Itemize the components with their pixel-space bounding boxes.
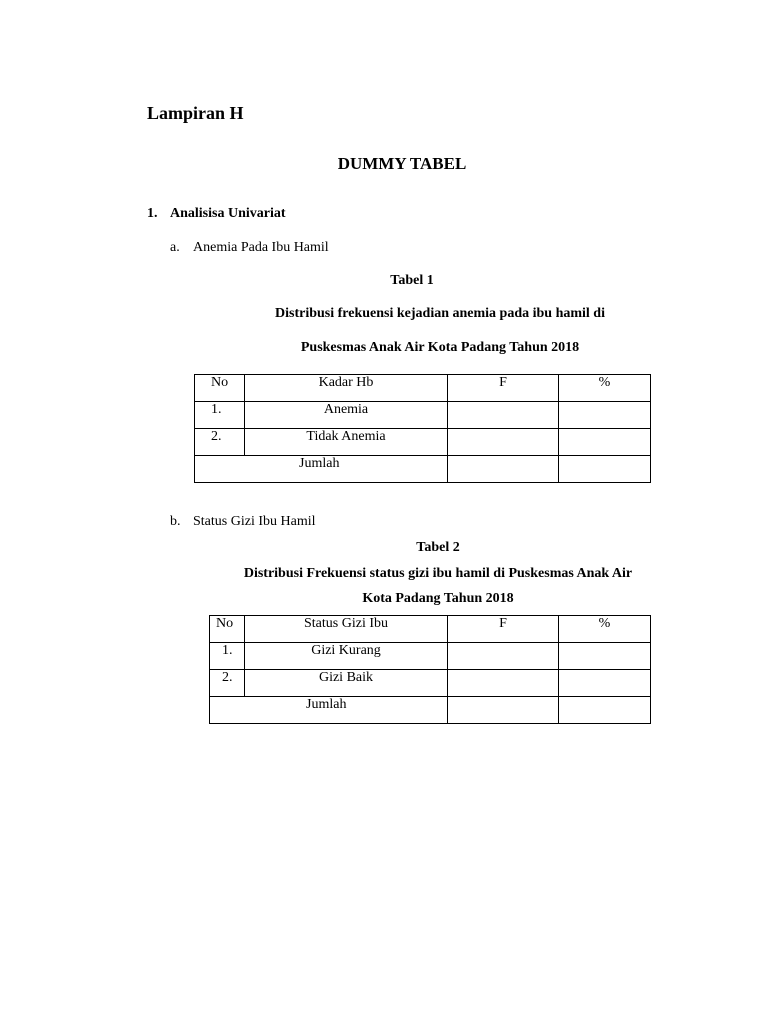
row-frequency xyxy=(448,429,559,456)
document-title: DUMMY TABEL xyxy=(337,154,467,173)
section-label: Analisisa Univariat xyxy=(170,206,286,221)
header-percent: % xyxy=(559,616,651,643)
row-frequency xyxy=(448,402,559,429)
table-total-row xyxy=(210,697,651,724)
row-number: 1. xyxy=(195,402,245,429)
subsection-label: Status Gizi Ibu Hamil xyxy=(193,514,316,529)
row-number: 1. xyxy=(210,643,245,670)
row-percent xyxy=(559,429,651,456)
table-2-label: Tabel 2 xyxy=(416,540,460,555)
table-1 xyxy=(194,374,651,483)
table-header-row xyxy=(210,616,651,643)
subsection-letter: a. xyxy=(170,240,180,255)
table-row xyxy=(195,402,651,429)
table-row xyxy=(210,670,651,697)
subsection-heading-b xyxy=(170,514,316,530)
table-row xyxy=(210,643,651,670)
table-row xyxy=(195,429,651,456)
row-label: Gizi Kurang xyxy=(245,643,448,670)
row-frequency xyxy=(448,670,559,697)
subsection-heading-a xyxy=(170,240,329,256)
row-number: 2. xyxy=(195,429,245,456)
row-label: Tidak Anemia xyxy=(245,429,448,456)
total-label: Jumlah xyxy=(210,697,448,724)
header-no: No xyxy=(210,616,245,643)
row-percent xyxy=(559,670,651,697)
table-1-caption-line-2: Puskesmas Anak Air Kota Padang Tahun 2018 xyxy=(300,340,580,355)
header-percent: % xyxy=(559,375,651,402)
header-no: No xyxy=(195,375,245,402)
appendix-heading: Lampiran H xyxy=(147,103,244,123)
table-header-row xyxy=(195,375,651,402)
row-number: 2. xyxy=(210,670,245,697)
total-frequency xyxy=(448,697,559,724)
row-percent xyxy=(559,402,651,429)
table-1-caption-line-1: Distribusi frekuensi kejadian anemia pada ibu hamil di xyxy=(275,306,605,321)
section-heading xyxy=(147,206,286,222)
header-frequency: F xyxy=(448,375,559,402)
row-frequency xyxy=(448,643,559,670)
table-2-caption-line-2: Kota Padang Tahun 2018 xyxy=(362,591,514,606)
row-label: Gizi Baik xyxy=(245,670,448,697)
total-percent xyxy=(559,697,651,724)
section-number: 1. xyxy=(147,206,158,221)
header-category: Status Gizi Ibu xyxy=(245,616,448,643)
table-2 xyxy=(209,615,651,724)
table-total-row xyxy=(195,456,651,483)
header-frequency: F xyxy=(448,616,559,643)
row-percent xyxy=(559,643,651,670)
table-1-label: Tabel 1 xyxy=(390,273,434,288)
subsection-label: Anemia Pada Ibu Hamil xyxy=(193,240,329,255)
table-2-caption-line-1: Distribusi Frekuensi status gizi ibu hamil di Puskesmas Anak Air xyxy=(243,566,633,581)
total-frequency xyxy=(448,456,559,483)
total-label: Jumlah xyxy=(195,456,448,483)
row-label: Anemia xyxy=(245,402,448,429)
total-percent xyxy=(559,456,651,483)
subsection-letter: b. xyxy=(170,514,181,529)
header-category: Kadar Hb xyxy=(245,375,448,402)
